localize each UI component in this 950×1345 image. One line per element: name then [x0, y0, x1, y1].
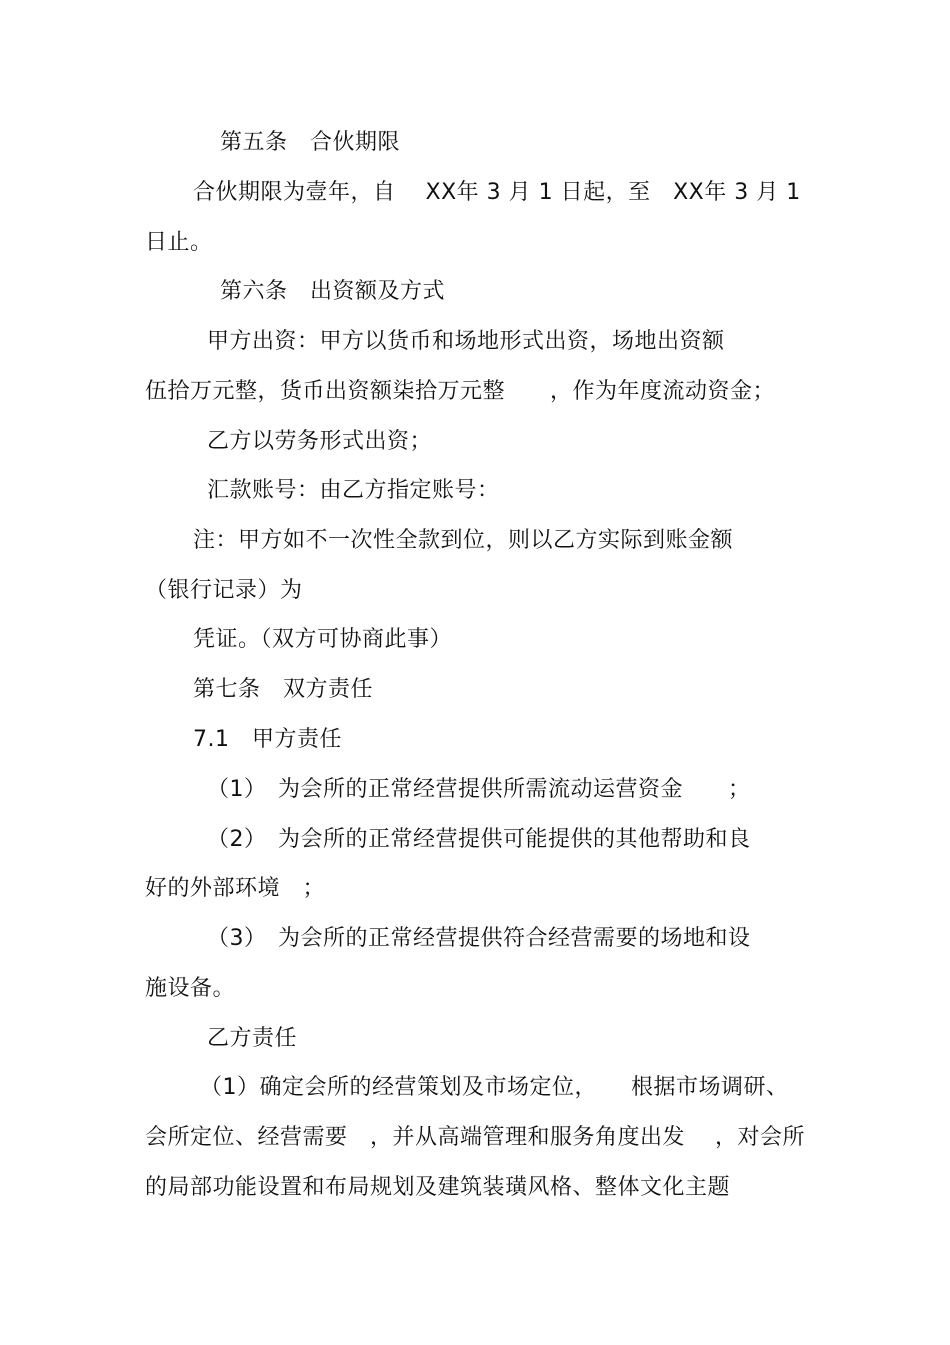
paragraph-line: 乙方以劳务形式出资；	[207, 429, 433, 454]
paragraph-line: 日止。	[145, 230, 213, 255]
paragraph-line: （银行记录）为	[145, 578, 303, 603]
paragraph-line: 合伙期限为壹年，自 XX年 3 月 1 日起，至 XX年 3 月 1	[193, 180, 801, 205]
article-5-heading: 第五条 合伙期限	[220, 130, 401, 155]
paragraph-line: 好的外部环境 ；	[145, 876, 326, 901]
paragraph-line: 注：甲方如不一次性全款到位，则以乙方实际到账金额	[193, 528, 734, 553]
paragraph-line: 会所定位、经营需要 ，并从高端管理和服务角度出发 ，对会所	[145, 1125, 805, 1150]
section-heading: 乙方责任	[207, 1026, 298, 1051]
list-item: （2） 为会所的正常经营提供可能提供的其他帮助和良	[207, 827, 751, 852]
list-item: （1）确定会所的经营策划及市场定位， 根据市场调研、	[200, 1075, 789, 1100]
list-item: （3） 为会所的正常经营提供符合经营需要的场地和设	[207, 926, 751, 951]
article-6-heading: 第六条 出资额及方式	[220, 279, 446, 304]
section-heading: 7.1 甲方责任	[193, 727, 342, 752]
paragraph-line: 凭证。（双方可协商此事）	[193, 627, 453, 652]
list-item: （1） 为会所的正常经营提供所需流动运营资金 ；	[207, 777, 751, 802]
paragraph-line: 伍拾万元整，货币出资额柒拾万元整 ，作为年度流动资金；	[145, 379, 776, 404]
paragraph-line: 甲方出资：甲方以货币和场地形式出资，场地出资额	[207, 329, 725, 354]
article-7-heading: 第七条 双方责任	[193, 677, 374, 702]
paragraph-line: 汇款账号：由乙方指定账号：	[207, 478, 500, 503]
paragraph-line: 施设备。	[145, 976, 236, 1001]
paragraph-line: 的局部功能设置和布局规划及建筑装璜风格、整体文化主题	[145, 1175, 731, 1200]
